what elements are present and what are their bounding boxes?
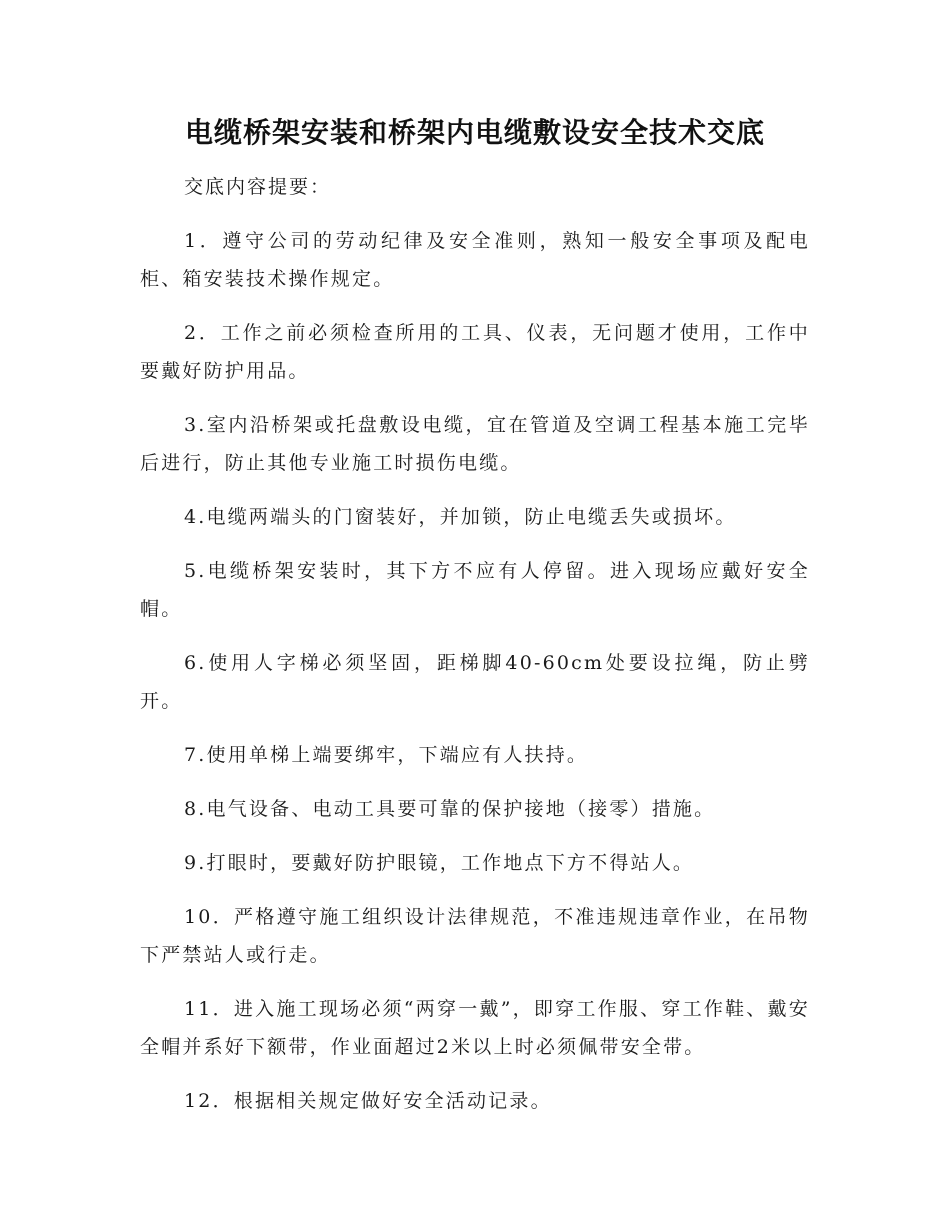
document-title: 电缆桥架安装和桥架内电缆敷设安全技术交底 bbox=[184, 116, 765, 149]
intro-heading: 交底内容提要： bbox=[184, 176, 332, 198]
list-item: 2．工作之前必须检查所用的工具、仪表，无问题才使用，工作中要戴好防护用品。 bbox=[140, 322, 810, 382]
list-item: 4.电缆两端头的门窗装好，并加锁，防止电缆丢失或损坏。 bbox=[184, 506, 737, 528]
list-item: 10．严格遵守施工组织设计法律规范，不准违规违章作业，在吊物下严禁站人或行走。 bbox=[140, 906, 810, 966]
list-item: 3.室内沿桥架或托盘敷设电缆，宜在管道及空调工程基本施工完毕后进行，防止其他专业施工时损伤电缆。 bbox=[140, 414, 810, 474]
list-item: 1．遵守公司的劳动纪律及安全准则，熟知一般安全事项及配电柜、箱安装技术操作规定。 bbox=[140, 230, 810, 290]
list-item: 11．进入施工现场必须“两穿一戴”，即穿工作服、穿工作鞋、戴安全帽并系好下额带，作业面超过2米以上时必须佩带安全带。 bbox=[140, 998, 810, 1058]
document-page bbox=[140, 110, 810, 1120]
list-item: 9.打眼时，要戴好防护眼镜，工作地点下方不得站人。 bbox=[184, 852, 695, 874]
list-item: 5.电缆桥架安装时，其下方不应有人停留。进入现场应戴好安全帽。 bbox=[140, 560, 810, 620]
list-item: 8.电气设备、电动工具要可靠的保护接地（接零）措施。 bbox=[184, 798, 716, 820]
list-item: 6.使用人字梯必须坚固，距梯脚40-60cm处要设拉绳，防止劈开。 bbox=[140, 652, 810, 712]
list-item: 7.使用单梯上端要绑牢，下端应有人扶持。 bbox=[184, 744, 589, 766]
list-item: 12．根据相关规定做好安全活动记录。 bbox=[184, 1090, 552, 1112]
